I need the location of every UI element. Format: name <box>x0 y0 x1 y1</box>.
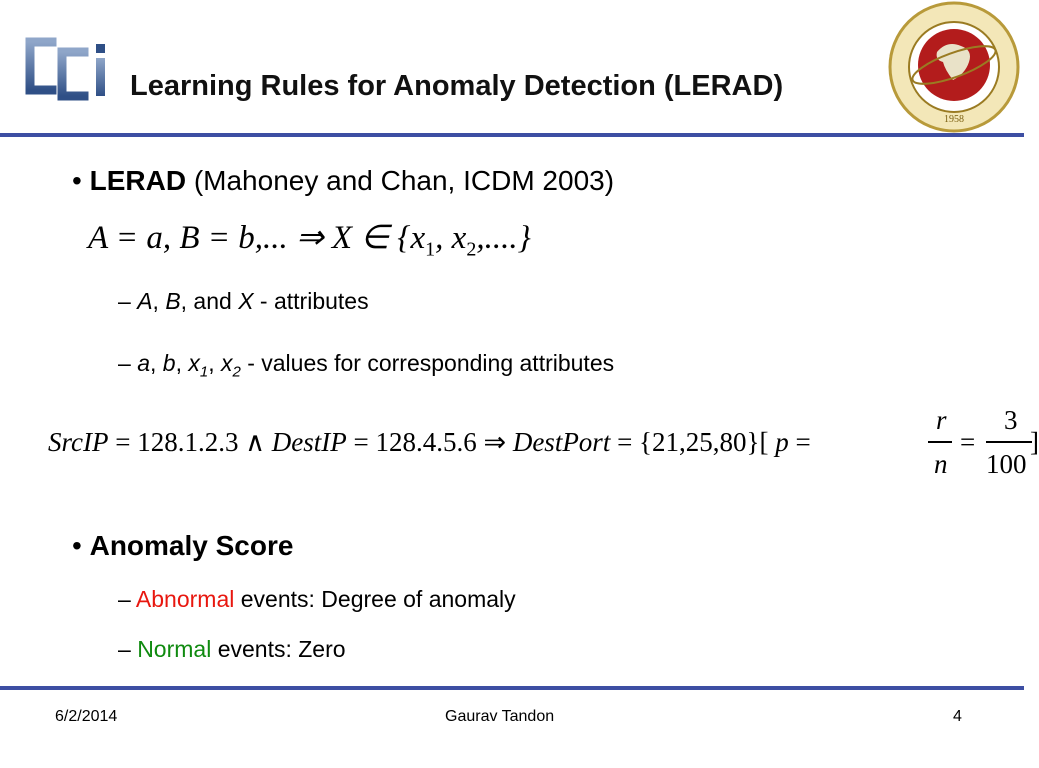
attr-b: B <box>165 288 181 314</box>
val-x2-sub: 2 <box>232 363 241 381</box>
eq2-destport: DestPort <box>512 427 611 457</box>
eq2-equals: = <box>788 427 811 457</box>
val-b: b <box>162 350 176 376</box>
eq1-lhs: A = a, B = b,... ⇒ X ∈ { <box>88 220 411 256</box>
page-number: 4 <box>953 708 962 725</box>
sub-abnormal-text: events: Degree of anomaly <box>234 586 516 612</box>
val-x1: x <box>188 350 200 376</box>
sep: , <box>175 350 189 376</box>
eq2-value1: = 128.1.2.3 ∧ <box>108 427 272 457</box>
sub-normal-text: events: Zero <box>211 636 346 662</box>
eq2-srcip: SrcIP <box>48 427 109 457</box>
sub-abnormal <box>118 586 516 613</box>
eq2-ports: = {21,25,80}[ <box>610 427 776 457</box>
dash: – <box>118 636 138 662</box>
eq1-tail: ,....} <box>476 220 531 256</box>
bullet-anomaly-score-text: Anomaly Score <box>89 530 294 561</box>
eq2-p: p <box>775 427 789 457</box>
eq2-close: ] <box>1030 427 1039 457</box>
eq2-left <box>48 427 811 458</box>
frac-equals: = <box>960 427 976 457</box>
bullet-lerad <box>72 165 614 197</box>
university-seal <box>887 0 1021 134</box>
dash: – <box>118 586 136 612</box>
sub-normal <box>118 636 346 663</box>
sep: , <box>208 350 221 376</box>
sub-values <box>118 350 614 381</box>
probability-fraction <box>926 405 1039 485</box>
dash: – <box>118 350 138 376</box>
footer-date: 6/2/2014 <box>55 708 118 725</box>
frac-num: 3 <box>1004 405 1018 435</box>
eq1-x1-sub: 1 <box>425 238 436 261</box>
bullet-lerad-bold: LERAD <box>89 165 187 196</box>
eq2-destip: DestIP <box>271 427 347 457</box>
header-rule <box>0 133 1024 137</box>
slide-title: Learning Rules for Anomaly Detection (LERAD) <box>130 70 784 102</box>
bullet-mark: • <box>72 165 82 196</box>
sep: , <box>152 288 166 314</box>
dash: – <box>118 288 138 314</box>
sep: , <box>149 350 163 376</box>
eq1-x2-sub: 2 <box>466 238 477 261</box>
attr-a: A <box>137 288 153 314</box>
normal-label: Normal <box>137 636 212 662</box>
frac-den: 100 <box>986 449 1027 479</box>
frac-bar-2 <box>986 441 1032 443</box>
eq2-value2: = 128.4.5.6 ⇒ <box>346 427 513 457</box>
abnormal-label: Abnormal <box>135 586 235 612</box>
footer-rule <box>0 686 1024 690</box>
rule-equation <box>88 217 531 262</box>
sub-attributes-text: - attributes <box>253 288 369 314</box>
example-rule-equation <box>48 405 1039 485</box>
val-x1-sub: 1 <box>199 363 209 381</box>
footer-author: Gaurav Tandon <box>445 708 555 725</box>
bullet-lerad-text: (Mahoney and Chan, ICDM 2003) <box>186 165 615 196</box>
eq1-x1: x <box>410 220 426 256</box>
val-x2: x <box>220 350 233 376</box>
bullet-anomaly-score <box>72 530 293 562</box>
frac-n: n <box>934 449 948 479</box>
sep: , and <box>180 288 239 314</box>
frac-bar-1 <box>928 441 952 443</box>
eq1-comma: , <box>435 220 452 256</box>
sub-attributes <box>118 288 369 315</box>
eq1-x2: x <box>451 220 467 256</box>
sub-values-text: - values for corresponding attributes <box>240 350 615 376</box>
seal-year: 1958 <box>944 114 964 125</box>
attr-x: X <box>238 288 254 314</box>
bullet-mark: • <box>72 530 82 561</box>
cci-logo <box>22 30 122 102</box>
val-a: a <box>137 350 150 376</box>
logo-text: CCI <box>22 30 24 31</box>
frac-r: r <box>936 405 947 435</box>
